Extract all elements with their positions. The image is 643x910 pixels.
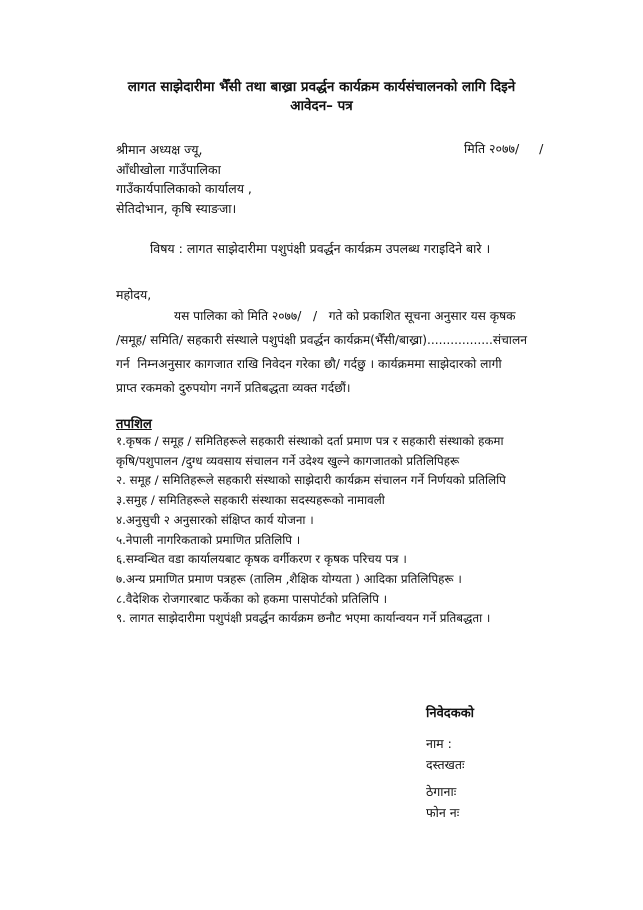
details-list — [116, 432, 576, 629]
list-item: ९. लागत साझेदारीमा पशुपंक्षी प्रवर्द्धन कार्यक्रम छनौट भएमा कार्यान्वयन गर्ने प्रतिबद्धता । — [116, 611, 491, 626]
list-item: ८.वैदेशिक रोजगारबाट फर्केका को हकमा पासपोर्टको प्रतिलिपि । — [116, 591, 388, 606]
recipient-address-block — [116, 140, 252, 218]
list-item: कृषि/पशुपालन /दुग्ध व्यवसाय संचालन गर्ने उदेश्य खुल्ने कागजातको प्रतिलिपिहरू — [116, 453, 460, 468]
salutation: महोदय, — [116, 287, 152, 302]
applicant-signature-field: दस्तखतः — [426, 757, 465, 772]
title-line-2: आवेदन– पत्र — [290, 98, 353, 114]
applicant-address-field: ठेगानाः — [426, 784, 457, 799]
applicant-block — [426, 703, 474, 823]
body-line-3: गर्न निम्नअनुसार कागजात राखि निवेदन गरेका छौ/ गर्दछु । कार्यक्रममा साझेदारको लागी — [116, 357, 502, 371]
body-line-1: यस पालिका को मिति २०७७/ / गते को प्रकाशित सूचना अनुसार यस कृषक — [174, 309, 516, 323]
list-item: ३.समुह / समितिहरूले सहकारी संस्थाका सदस्यहरूको नामावली — [116, 493, 385, 508]
recipient-line-3: गाउँकार्यपालिकाको कार्यालय , — [116, 181, 252, 196]
recipient-line-2: आँधीखोला गाउँपालिका — [116, 161, 221, 177]
list-item: १.कृषक / समूह / समितिहरूले सहकारी संस्थाको दर्ता प्रमाण पत्र र सहकारी संस्थाको हकमा — [116, 434, 504, 448]
list-item: २. समूह / समितिहरूले सहकारी संस्थाको साझेदारी कार्यक्रम संचालन गर्ने निर्णयको प्रतिलिपि — [116, 473, 506, 488]
applicant-phone-field: फोन नः — [426, 805, 460, 820]
date-field: मिति २०७७/ / — [464, 141, 544, 156]
title-line-1: लागत साझेदारीमा भैँसी तथा बाख्रा प्रवर्द्धन कार्यक्रम कार्यसंचालनको लागि दिइने — [127, 79, 516, 95]
applicant-name-field: नाम : — [426, 736, 452, 751]
recipient-line-4: सेतिदोभान, कृषि स्याङजा। — [116, 200, 237, 216]
list-item: ७.अन्य प्रमाणित प्रमाण पत्रहरू (तालिम ,शैक्षिक योग्यता ) आदिका प्रतिलिपिहरू । — [116, 571, 462, 586]
body-line-4: प्राप्त रकमको दुरुपयोग नगर्ने प्रतिबद्धता व्यक्त गर्दछौं। — [116, 381, 351, 395]
document-title — [60, 78, 583, 116]
list-item: ६.सम्वन्धित वडा कार्यालयबाट कृषक वर्गीकरण र कृषक परिचय पत्र । — [116, 552, 407, 567]
body-line-2: /समूह/ समिति/ सहकारी संस्थाले पशुपंक्षी प्रवर्द्धन कार्यक्रम(भैँसी/बाख्रा).................संचालन — [116, 333, 527, 347]
list-item: ४.अनुसुची २ अनुसारको संक्षिप्त कार्य योजना । — [116, 512, 314, 527]
details-heading: तपशिल — [116, 417, 152, 432]
applicant-heading: निवेदकको — [426, 706, 475, 721]
subject-line: विषय : लागत साझेदारीमा पशुपंक्षी प्रवर्द्धन कार्यक्रम उपलब्ध गराइदिने बारे । — [150, 241, 491, 256]
letter-body — [116, 304, 564, 400]
recipient-line-1: श्रीमान अध्यक्ष ज्यू, — [116, 142, 203, 157]
list-item: ५.नेपाली नागरिकताको प्रमाणित प्रतिलिपि । — [116, 532, 301, 547]
